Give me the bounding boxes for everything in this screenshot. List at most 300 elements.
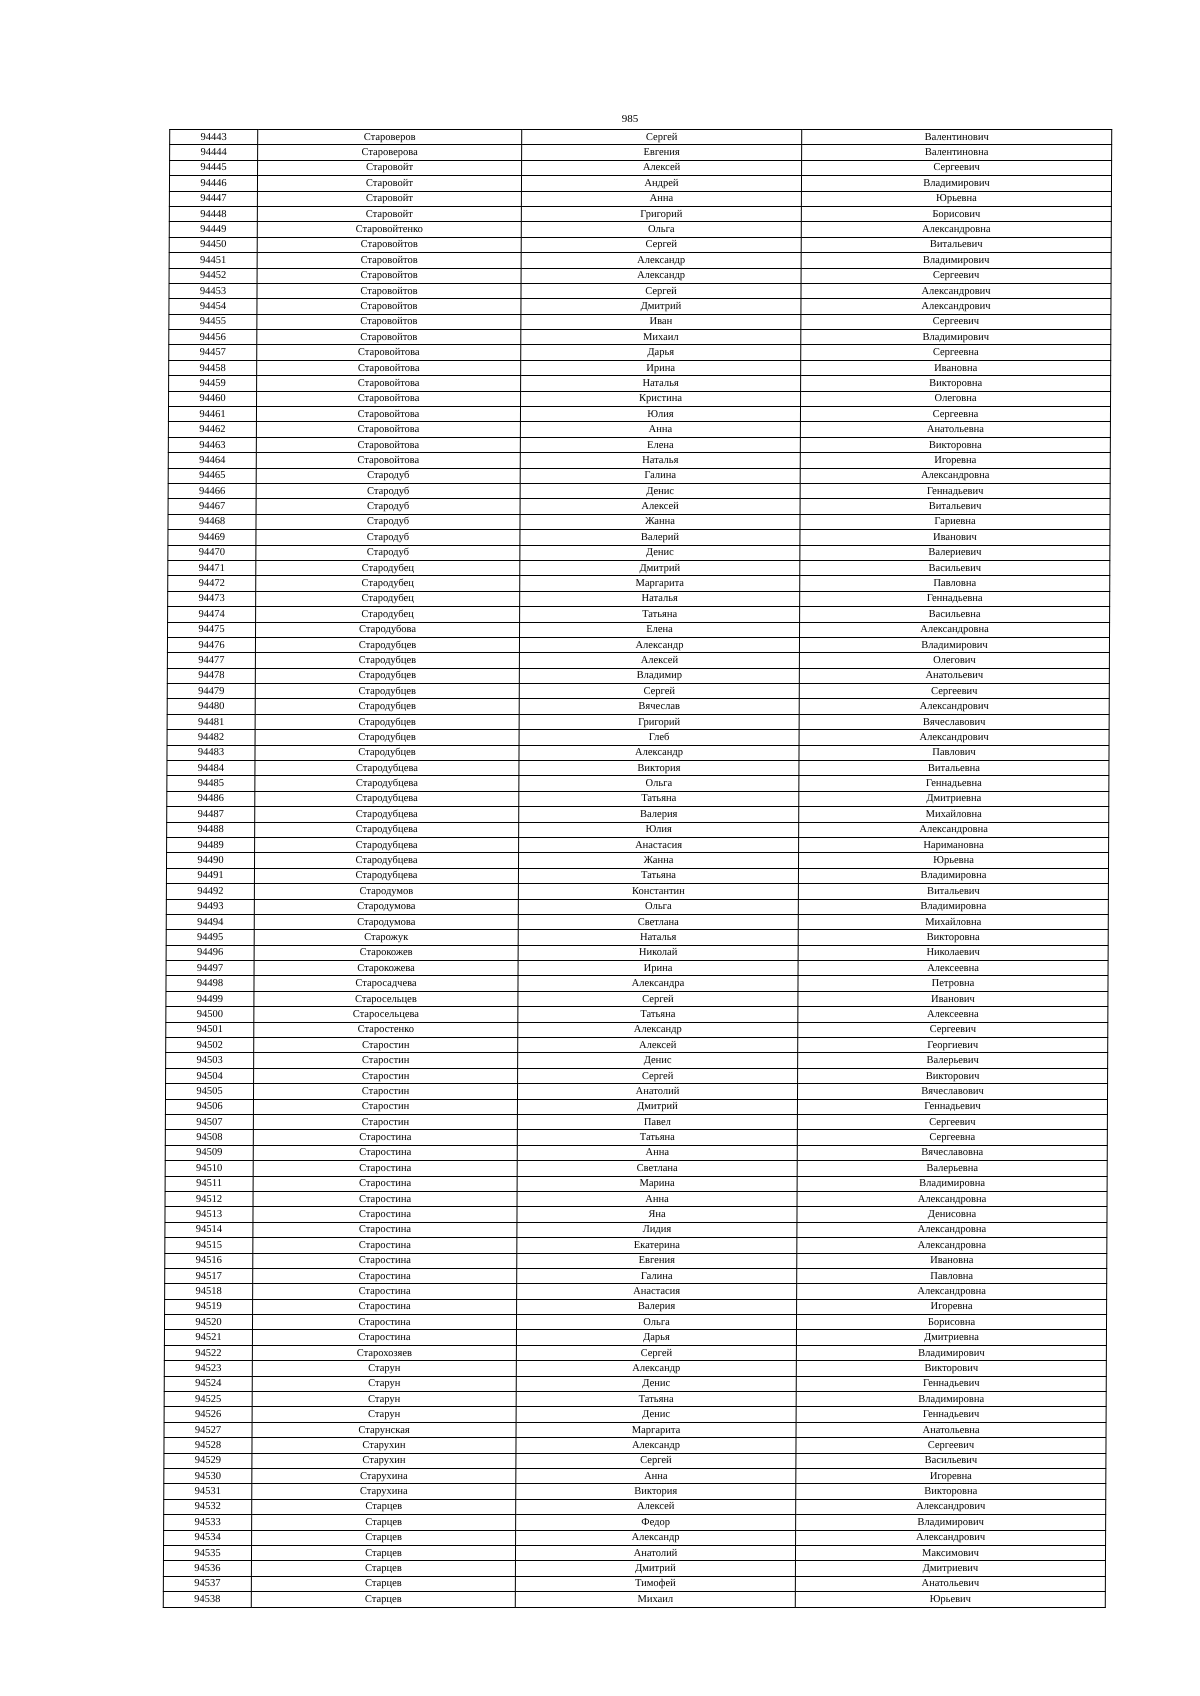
record-number-cell: 94487	[167, 807, 255, 822]
record-number-cell: 94516	[165, 1253, 253, 1268]
first-name-cell: Анна	[520, 422, 800, 437]
record-number-cell: 94528	[164, 1438, 252, 1453]
record-number-cell: 94470	[168, 545, 256, 560]
first-name-cell: Ирина	[521, 360, 801, 375]
table-row	[164, 1345, 1106, 1360]
record-number-cell: 94526	[164, 1407, 252, 1422]
table-row	[169, 314, 1111, 329]
table-row	[165, 1238, 1107, 1253]
patronymic-cell: Юрьевна	[801, 191, 1111, 206]
patronymic-cell: Геннадьевич	[796, 1376, 1106, 1391]
table-row	[163, 1545, 1105, 1560]
table-row	[170, 160, 1112, 175]
last-name-cell: Старовойтова	[257, 345, 521, 360]
table-row	[164, 1453, 1106, 1468]
last-name-cell: Стародуб	[256, 514, 520, 529]
last-name-cell: Старостина	[253, 1130, 517, 1145]
record-number-cell: 94466	[168, 483, 256, 498]
first-name-cell: Константин	[518, 884, 798, 899]
first-name-cell: Дмитрий	[520, 560, 800, 575]
record-number-cell: 94519	[165, 1299, 253, 1314]
last-name-cell: Стародубцева	[255, 822, 519, 837]
patronymic-cell: Дмитриевна	[796, 1330, 1106, 1345]
last-name-cell: Стародубцев	[255, 745, 519, 760]
first-name-cell: Светлана	[517, 1161, 797, 1176]
patronymic-cell: Викторович	[798, 1068, 1108, 1083]
table-row	[165, 1268, 1107, 1283]
record-number-cell: 94448	[169, 206, 257, 221]
first-name-cell: Сергей	[521, 237, 801, 252]
patronymic-cell: Дмитриевич	[795, 1561, 1105, 1576]
first-name-cell: Андрей	[521, 176, 801, 191]
first-name-cell: Алексей	[516, 1499, 796, 1514]
table-row	[169, 176, 1111, 191]
last-name-cell: Старун	[252, 1376, 516, 1391]
first-name-cell: Ольга	[519, 776, 799, 791]
table-row	[167, 791, 1109, 806]
last-name-cell: Старостина	[253, 1299, 517, 1314]
last-name-cell: Старостина	[253, 1222, 517, 1237]
patronymic-cell: Владимирович	[796, 1515, 1106, 1530]
record-number-cell: 94465	[168, 468, 256, 483]
patronymic-cell: Иванович	[798, 991, 1108, 1006]
first-name-cell: Анатолий	[517, 1084, 797, 1099]
last-name-cell: Старостина	[253, 1268, 517, 1283]
last-name-cell: Старовойтова	[256, 437, 520, 452]
record-number-cell: 94475	[168, 622, 256, 637]
record-number-cell: 94527	[164, 1422, 252, 1437]
table-row	[168, 622, 1110, 637]
record-number-cell: 94499	[166, 991, 254, 1006]
table-row	[167, 668, 1109, 683]
last-name-cell: Стародубцева	[255, 791, 519, 806]
name-registry-table	[163, 129, 1112, 1608]
table-row	[166, 1053, 1108, 1068]
patronymic-cell: Геннадьевич	[800, 483, 1110, 498]
first-name-cell: Юлия	[519, 822, 799, 837]
first-name-cell: Александр	[519, 637, 799, 652]
first-name-cell: Наталья	[520, 591, 800, 606]
record-number-cell: 94518	[165, 1284, 253, 1299]
last-name-cell: Стародубцев	[255, 637, 519, 652]
table-row	[170, 130, 1112, 145]
record-number-cell: 94476	[167, 637, 255, 652]
first-name-cell: Александр	[518, 1022, 798, 1037]
first-name-cell: Денис	[518, 1053, 798, 1068]
patronymic-cell: Наримановна	[799, 837, 1109, 852]
table-row	[167, 853, 1109, 868]
patronymic-cell: Сергеевна	[801, 345, 1111, 360]
patronymic-cell: Максимович	[795, 1545, 1105, 1560]
table-row	[167, 684, 1109, 699]
record-number-cell: 94471	[168, 560, 256, 575]
patronymic-cell: Игоревна	[800, 453, 1110, 468]
last-name-cell: Старовойт	[257, 176, 521, 191]
table-row	[167, 837, 1109, 852]
record-number-cell: 94509	[165, 1145, 253, 1160]
last-name-cell: Стародубцева	[255, 761, 519, 776]
first-name-cell: Алексей	[520, 499, 800, 514]
first-name-cell: Евгения	[522, 145, 802, 160]
first-name-cell: Глеб	[519, 730, 799, 745]
patronymic-cell: Владимирович	[799, 637, 1109, 652]
patronymic-cell: Юрьевна	[799, 853, 1109, 868]
record-number-cell: 94508	[165, 1130, 253, 1145]
record-number-cell: 94485	[167, 776, 255, 791]
table-row	[168, 514, 1110, 529]
table-row	[168, 576, 1110, 591]
table-row	[166, 1007, 1108, 1022]
first-name-cell: Николай	[518, 945, 798, 960]
patronymic-cell: Викторовна	[798, 930, 1108, 945]
last-name-cell: Старовойтова	[256, 422, 520, 437]
record-number-cell: 94510	[165, 1161, 253, 1176]
first-name-cell: Сергей	[521, 283, 801, 298]
first-name-cell: Светлана	[518, 914, 798, 929]
table-row	[165, 1207, 1107, 1222]
first-name-cell: Сергей	[519, 684, 799, 699]
last-name-cell: Старовойт	[257, 206, 521, 221]
table-row	[165, 1284, 1107, 1299]
last-name-cell: Старухина	[252, 1484, 516, 1499]
record-number-cell: 94531	[164, 1484, 252, 1499]
first-name-cell: Анастасия	[519, 837, 799, 852]
last-name-cell: Старокожева	[254, 961, 518, 976]
table-row	[164, 1376, 1106, 1391]
last-name-cell: Стародубец	[256, 576, 520, 591]
record-number-cell: 94462	[168, 422, 256, 437]
record-number-cell: 94468	[168, 514, 256, 529]
last-name-cell: Старухина	[252, 1468, 516, 1483]
table-row	[169, 222, 1111, 237]
table-row	[168, 468, 1110, 483]
table-row	[163, 1576, 1105, 1591]
patronymic-cell: Вячеславович	[799, 714, 1109, 729]
last-name-cell: Старостина	[253, 1238, 517, 1253]
patronymic-cell: Иванович	[800, 530, 1110, 545]
record-number-cell: 94520	[164, 1315, 252, 1330]
record-number-cell: 94533	[164, 1515, 252, 1530]
patronymic-cell: Геннадьевич	[797, 1099, 1107, 1114]
patronymic-cell: Анатольевич	[799, 668, 1109, 683]
table-row	[168, 607, 1110, 622]
record-number-cell: 94469	[168, 530, 256, 545]
patronymic-cell: Олеговна	[801, 391, 1111, 406]
patronymic-cell: Витальевич	[801, 237, 1111, 252]
patronymic-cell: Витальевич	[800, 499, 1110, 514]
last-name-cell: Старцев	[251, 1561, 515, 1576]
first-name-cell: Ольга	[521, 222, 801, 237]
patronymic-cell: Сергеевич	[802, 160, 1112, 175]
last-name-cell: Старовойт	[258, 160, 522, 175]
patronymic-cell: Геннадьевна	[799, 776, 1109, 791]
table-row	[165, 1176, 1107, 1191]
record-number-cell: 94453	[169, 283, 257, 298]
first-name-cell: Яна	[517, 1207, 797, 1222]
patronymic-cell: Александрович	[799, 730, 1109, 745]
last-name-cell: Старцев	[251, 1545, 515, 1560]
patronymic-cell: Александровна	[800, 622, 1110, 637]
record-number-cell: 94481	[167, 714, 255, 729]
last-name-cell: Старун	[252, 1361, 516, 1376]
record-number-cell: 94515	[165, 1238, 253, 1253]
record-number-cell: 94480	[167, 699, 255, 714]
first-name-cell: Анна	[517, 1191, 797, 1206]
patronymic-cell: Александрович	[801, 283, 1111, 298]
last-name-cell: Старовойтов	[257, 299, 521, 314]
last-name-cell: Старовойтов	[257, 237, 521, 252]
table-row	[168, 545, 1110, 560]
last-name-cell: Старостина	[253, 1284, 517, 1299]
record-number-cell: 94461	[168, 407, 256, 422]
first-name-cell: Валерия	[519, 807, 799, 822]
last-name-cell: Старостина	[253, 1145, 517, 1160]
record-number-cell: 94494	[166, 914, 254, 929]
last-name-cell: Старовойтов	[257, 330, 521, 345]
record-number-cell: 94504	[166, 1068, 254, 1083]
record-number-cell: 94506	[165, 1099, 253, 1114]
last-name-cell: Стародуб	[256, 468, 520, 483]
last-name-cell: Старовойтова	[257, 360, 521, 375]
patronymic-cell: Анатольевна	[800, 422, 1110, 437]
table-row	[165, 1130, 1107, 1145]
last-name-cell: Старовойтов	[257, 268, 521, 283]
patronymic-cell: Васильевна	[800, 607, 1110, 622]
patronymic-cell: Александровна	[797, 1191, 1107, 1206]
last-name-cell: Старостин	[253, 1115, 517, 1130]
patronymic-cell: Николаевич	[798, 945, 1108, 960]
patronymic-cell: Дмитриевна	[799, 791, 1109, 806]
first-name-cell: Татьяна	[520, 607, 800, 622]
last-name-cell: Старостин	[253, 1099, 517, 1114]
record-number-cell: 94458	[169, 360, 257, 375]
last-name-cell: Старожук	[254, 930, 518, 945]
last-name-cell: Стародубцева	[255, 837, 519, 852]
record-number-cell: 94449	[169, 222, 257, 237]
last-name-cell: Старостина	[252, 1315, 516, 1330]
record-number-cell: 94447	[169, 191, 257, 206]
patronymic-cell: Владимировна	[797, 1176, 1107, 1191]
patronymic-cell: Ивановна	[797, 1253, 1107, 1268]
first-name-cell: Владимир	[519, 668, 799, 683]
first-name-cell: Татьяна	[517, 1130, 797, 1145]
first-name-cell: Александр	[519, 745, 799, 760]
patronymic-cell: Геннадьевна	[800, 591, 1110, 606]
patronymic-cell: Олегович	[799, 653, 1109, 668]
patronymic-cell: Алексеевна	[798, 961, 1108, 976]
record-number-cell: 94445	[170, 160, 258, 175]
record-number-cell: 94514	[165, 1222, 253, 1237]
table-row	[168, 499, 1110, 514]
table-row	[164, 1422, 1106, 1437]
patronymic-cell: Юрьевич	[795, 1592, 1105, 1607]
first-name-cell: Александр	[516, 1438, 796, 1453]
patronymic-cell: Владимирович	[801, 330, 1111, 345]
table-row	[163, 1561, 1105, 1576]
first-name-cell: Денис	[516, 1407, 796, 1422]
patronymic-cell: Викторовна	[800, 437, 1110, 452]
last-name-cell: Старунская	[252, 1422, 516, 1437]
last-name-cell: Стародубцев	[255, 653, 519, 668]
record-number-cell: 94457	[169, 345, 257, 360]
last-name-cell: Старовойтова	[256, 453, 520, 468]
last-name-cell: Старостина	[253, 1161, 517, 1176]
last-name-cell: Старостина	[253, 1191, 517, 1206]
first-name-cell: Павел	[517, 1115, 797, 1130]
last-name-cell: Старостин	[254, 1068, 518, 1083]
patronymic-cell: Владимирович	[796, 1345, 1106, 1360]
table-row	[166, 1038, 1108, 1053]
first-name-cell: Михаил	[515, 1592, 795, 1607]
patronymic-cell: Александрович	[796, 1530, 1106, 1545]
first-name-cell: Денис	[520, 483, 800, 498]
table-row	[169, 253, 1111, 268]
record-number-cell: 94491	[166, 868, 254, 883]
last-name-cell: Старцев	[251, 1576, 515, 1591]
record-number-cell: 94474	[168, 607, 256, 622]
last-name-cell: Стародуб	[256, 499, 520, 514]
table-row	[166, 976, 1108, 991]
patronymic-cell: Михайловна	[799, 807, 1109, 822]
last-name-cell: Стародумова	[254, 899, 518, 914]
first-name-cell: Анна	[521, 191, 801, 206]
record-number-cell: 94498	[166, 976, 254, 991]
patronymic-cell: Валерьевич	[798, 1053, 1108, 1068]
last-name-cell: Старохозяев	[252, 1345, 516, 1360]
last-name-cell: Старухин	[252, 1453, 516, 1468]
patronymic-cell: Игоревна	[797, 1299, 1107, 1314]
last-name-cell: Стародубец	[256, 560, 520, 575]
record-number-cell: 94512	[165, 1191, 253, 1206]
page-number: 985	[621, 113, 639, 125]
patronymic-cell: Валентиновна	[802, 145, 1112, 160]
first-name-cell: Анастасия	[517, 1284, 797, 1299]
patronymic-cell: Игоревна	[796, 1468, 1106, 1483]
patronymic-cell: Павлович	[799, 745, 1109, 760]
table-row	[165, 1084, 1107, 1099]
patronymic-cell: Сергеевич	[801, 314, 1111, 329]
table-row	[167, 699, 1109, 714]
record-number-cell: 94492	[166, 884, 254, 899]
first-name-cell: Сергей	[516, 1453, 796, 1468]
record-number-cell: 94497	[166, 961, 254, 976]
first-name-cell: Сергей	[518, 991, 798, 1006]
patronymic-cell: Георгиевич	[798, 1038, 1108, 1053]
table-row	[165, 1299, 1107, 1314]
last-name-cell: Старцев	[252, 1515, 516, 1530]
last-name-cell: Староверов	[258, 130, 522, 145]
table-row	[164, 1530, 1106, 1545]
record-number-cell: 94537	[163, 1576, 251, 1591]
patronymic-cell: Сергеевна	[800, 407, 1110, 422]
first-name-cell: Сергей	[516, 1345, 796, 1360]
table-row	[166, 991, 1108, 1006]
table-row	[166, 961, 1108, 976]
record-number-cell: 94538	[163, 1592, 251, 1607]
first-name-cell: Татьяна	[518, 1007, 798, 1022]
last-name-cell: Старун	[252, 1392, 516, 1407]
last-name-cell: Стародубцева	[254, 868, 518, 883]
first-name-cell: Сергей	[522, 130, 802, 145]
first-name-cell: Маргарита	[516, 1422, 796, 1437]
last-name-cell: Стародубцев	[255, 699, 519, 714]
table-row	[164, 1468, 1106, 1483]
first-name-cell: Анна	[517, 1145, 797, 1160]
record-number-cell: 94467	[168, 499, 256, 514]
table-row	[167, 776, 1109, 791]
table-row	[169, 268, 1111, 283]
table-row	[166, 884, 1108, 899]
last-name-cell: Старостина	[252, 1330, 516, 1345]
last-name-cell: Старостина	[253, 1207, 517, 1222]
table-row	[168, 453, 1110, 468]
last-name-cell: Стародумова	[254, 914, 518, 929]
patronymic-cell: Викторовна	[801, 376, 1111, 391]
patronymic-cell: Анатольевна	[796, 1422, 1106, 1437]
table-row	[169, 345, 1111, 360]
record-number-cell: 94496	[166, 945, 254, 960]
registry-body	[163, 130, 1111, 1608]
last-name-cell: Старовойтов	[257, 253, 521, 268]
table-row	[168, 530, 1110, 545]
first-name-cell: Виктория	[516, 1484, 796, 1499]
first-name-cell: Татьяна	[518, 868, 798, 883]
table-row	[169, 330, 1111, 345]
record-number-cell: 94451	[169, 253, 257, 268]
table-row	[165, 1115, 1107, 1130]
patronymic-cell: Михайловна	[798, 914, 1108, 929]
table-row	[165, 1191, 1107, 1206]
patronymic-cell: Викторович	[796, 1361, 1106, 1376]
table-row	[165, 1253, 1107, 1268]
first-name-cell: Иван	[521, 314, 801, 329]
table-row	[169, 283, 1111, 298]
first-name-cell: Дарья	[521, 345, 801, 360]
table-row	[166, 1022, 1108, 1037]
last-name-cell: Старцев	[252, 1499, 516, 1514]
first-name-cell: Тимофей	[515, 1576, 795, 1591]
patronymic-cell: Александровна	[799, 822, 1109, 837]
record-number-cell: 94473	[168, 591, 256, 606]
record-number-cell: 94450	[169, 237, 257, 252]
table-row	[164, 1392, 1106, 1407]
table-row	[164, 1484, 1106, 1499]
patronymic-cell: Васильевич	[800, 560, 1110, 575]
first-name-cell: Лидия	[517, 1222, 797, 1237]
table-row	[164, 1499, 1106, 1514]
table-row	[168, 560, 1110, 575]
record-number-cell: 94502	[166, 1038, 254, 1053]
table-row	[164, 1330, 1106, 1345]
first-name-cell: Жанна	[520, 514, 800, 529]
record-number-cell: 94507	[165, 1115, 253, 1130]
first-name-cell: Жанна	[519, 853, 799, 868]
patronymic-cell: Александровна	[800, 468, 1110, 483]
first-name-cell: Александр	[521, 268, 801, 283]
patronymic-cell: Сергеевич	[798, 1022, 1108, 1037]
last-name-cell: Старосельцева	[254, 1007, 518, 1022]
table-row	[167, 714, 1109, 729]
table-row	[167, 637, 1109, 652]
patronymic-cell: Павловна	[800, 576, 1110, 591]
record-number-cell: 94523	[164, 1361, 252, 1376]
last-name-cell: Стародубцева	[255, 853, 519, 868]
record-number-cell: 94477	[167, 653, 255, 668]
first-name-cell: Наталья	[518, 930, 798, 945]
patronymic-cell: Александровна	[797, 1284, 1107, 1299]
record-number-cell: 94522	[164, 1345, 252, 1360]
last-name-cell: Стародубова	[256, 622, 520, 637]
